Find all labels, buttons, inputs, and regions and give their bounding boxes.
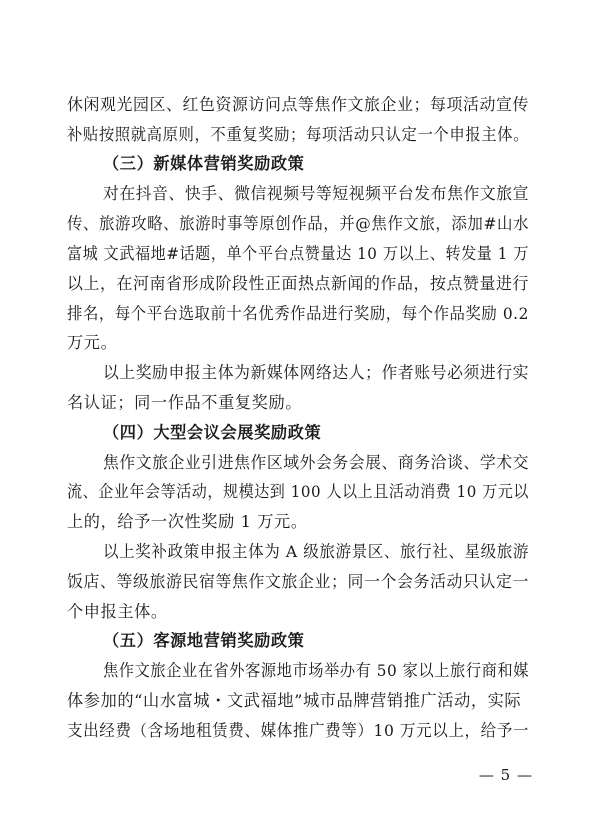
text-line-8: 排名，每个平台选取前十名优秀作品进行奖励，每个作品奖励 0.2 — [67, 304, 529, 323]
text-line-6: 富城 文武福地#话题，单个平台点赞量达 10 万以上、转发量 1 万 — [67, 244, 529, 263]
text-line-15: 上的，给予一次性奖励 1 万元。 — [67, 512, 308, 531]
section-heading-5: （五）客源地营销奖励政策 — [103, 631, 305, 650]
text-line-13: 焦作文旅企业引进焦作区域外会务会展、商务洽谈、学术交 — [103, 453, 530, 472]
text-line-10: 以上奖励申报主体为新媒体网络达人；作者账号必须进行实 — [103, 363, 530, 382]
text-line-11: 名认证；同一作品不重复奖励。 — [67, 393, 303, 412]
text-line-1: 休闲观光园区、红色资源访问点等焦作文旅企业；每项活动宣传 — [67, 95, 529, 114]
text-line-17: 饭店、等级旅游民宿等焦作文旅企业；同一个会务活动只认定一 — [67, 572, 529, 591]
text-line-5: 传、旅游攻略、旅游时事等原创作品，并@焦作文旅，添加#山水 — [67, 214, 529, 233]
text-line-18: 个申报主体。 — [67, 602, 168, 621]
text-line-2: 补贴按照就高原则，不重复奖励；每项活动只认定一个申报主体。 — [67, 125, 530, 144]
text-line-21: 体参加的“山水富城・文武福地”城市品牌营销推广活动，实际 — [67, 691, 522, 710]
section-heading-3: （三）新媒体营销奖励政策 — [103, 154, 305, 173]
text-line-9: 万元。 — [67, 333, 118, 352]
text-line-16: 以上奖补政策申报主体为 A 级旅游景区、旅行社、星级旅游 — [103, 542, 529, 561]
text-line-20: 焦作文旅企业在省外客源地市场举办有 50 家以上旅行商和媒 — [103, 661, 529, 680]
text-line-4: 对在抖音、快手、微信视频号等短视频平台发布焦作文旅宣 — [103, 184, 530, 203]
text-line-14: 流、企业年会等活动，规模达到 100 人以上且活动消费 10 万元以 — [67, 482, 530, 501]
text-line-22: 支出经费（含场地租赁费、媒体推广费等）10 万元以上，给予一 — [67, 721, 530, 740]
section-heading-4: （四）大型会议会展奖励政策 — [103, 423, 322, 442]
page-number: — 5 — — [478, 766, 533, 784]
text-line-7: 以上，在河南省形成阶段性正面热点新闻的作品，按点赞量进行 — [67, 274, 529, 293]
